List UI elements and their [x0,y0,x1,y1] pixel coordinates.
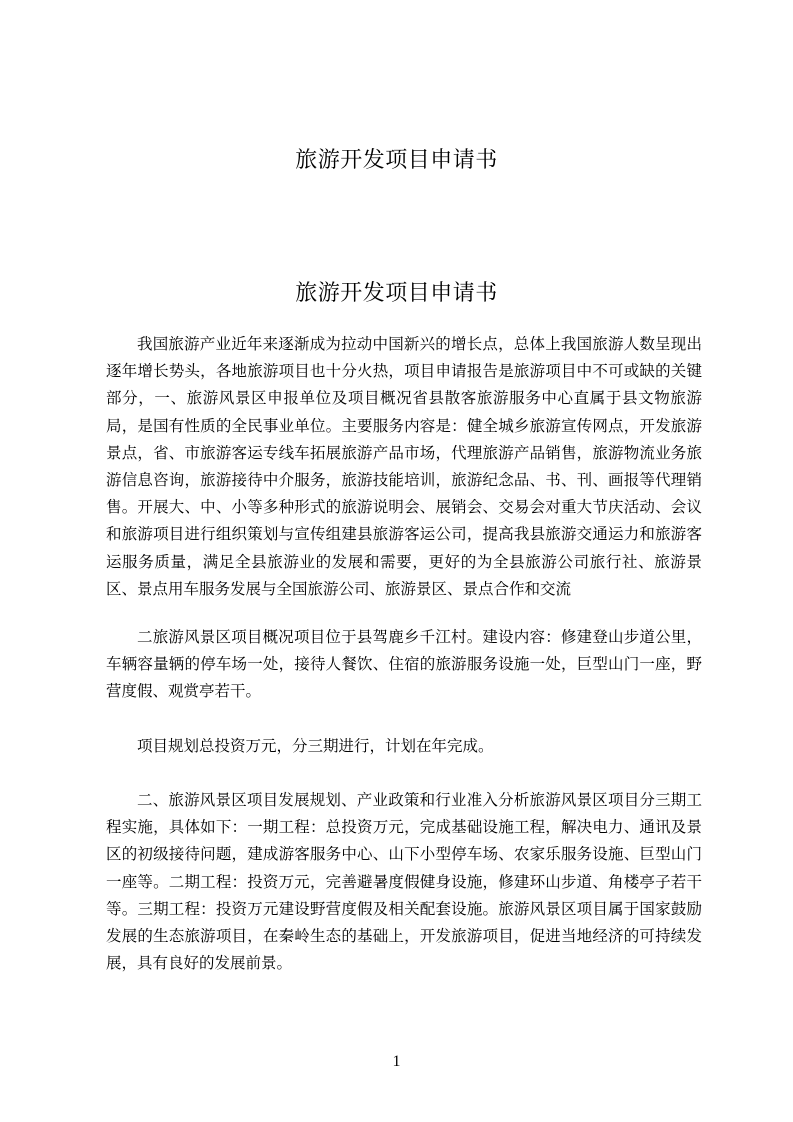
paragraph-investment: 项目规划总投资万元，分三期进行，计划在年完成。 [137,737,494,755]
main-title: 旅游开发项目申请书 [295,281,498,306]
paragraph-project-overview: 二旅游风景区项目概况项目位于县驾鹿乡千江村。建设内容：修建登山步道公里，车辆容量辆的停车场一处，接待人餐饮、住宿的旅游服务设施一处，巨型山门一座，野营度假、观赏亭若干。 [106,628,702,701]
paragraph-development-plan: 二、旅游风景区项目发展规划、产业政策和行业准入分析旅游风景区项目分三期工程实施，具体如下：一期工程：总投资万元，完成基础设施工程，解决电力、通讯及景区的初级接待问题，建成游客服务中心、山下小型停车场、农家乐服务设施、巨型山门一座等。二期工程：投资万元，完善避暑度假健身设施，修建环山步道、角楼亭子若干等。三期工程：投资万元建设野营度假及相关配套设施。旅游风景区项目属于国家鼓励发展的生态旅游项目，在秦岭生态的基础上，开发旅游项目，促进当地经济的可持续发展，具有良好的发展前景。 [106,791,702,973]
paragraph-intro: 我国旅游产业近年来逐渐成为拉动中国新兴的增长点，总体上我国旅游人数呈现出逐年增长势头，各地旅游项目也十分火热，项目申请报告是旅游项目中不可或缺的关键部分，一、旅游风景区申报单位及项目概况省县散客旅游服务中心直属于县文物旅游局，是国有性质的全民事业单位。主要服务内容是：健全城乡旅游宣传网点，开发旅游景点，省、市旅游客运专线车拓展旅游产品市场，代理旅游产品销售，旅游物流业务旅游信息咨询，旅游接待中介服务，旅游技能培训，旅游纪念品、书、刊、画报等代理销售。开展大、中、小等多种形式的旅游说明会、展销会、交易会对重大节庆活动、会议和旅游项目进行组织策划与宣传组建县旅游客运公司，提高我县旅游交通运力和旅游客运服务质量，满足全县旅游业的发展和需要，更好的为全县旅游公司旅行社、旅游景区、景点用车服务发展与全国旅游公司、旅游景区、景点合作和交流 [106,335,702,598]
header-title: 旅游开发项目申请书 [295,148,498,173]
page-number: 1 [392,1053,401,1070]
